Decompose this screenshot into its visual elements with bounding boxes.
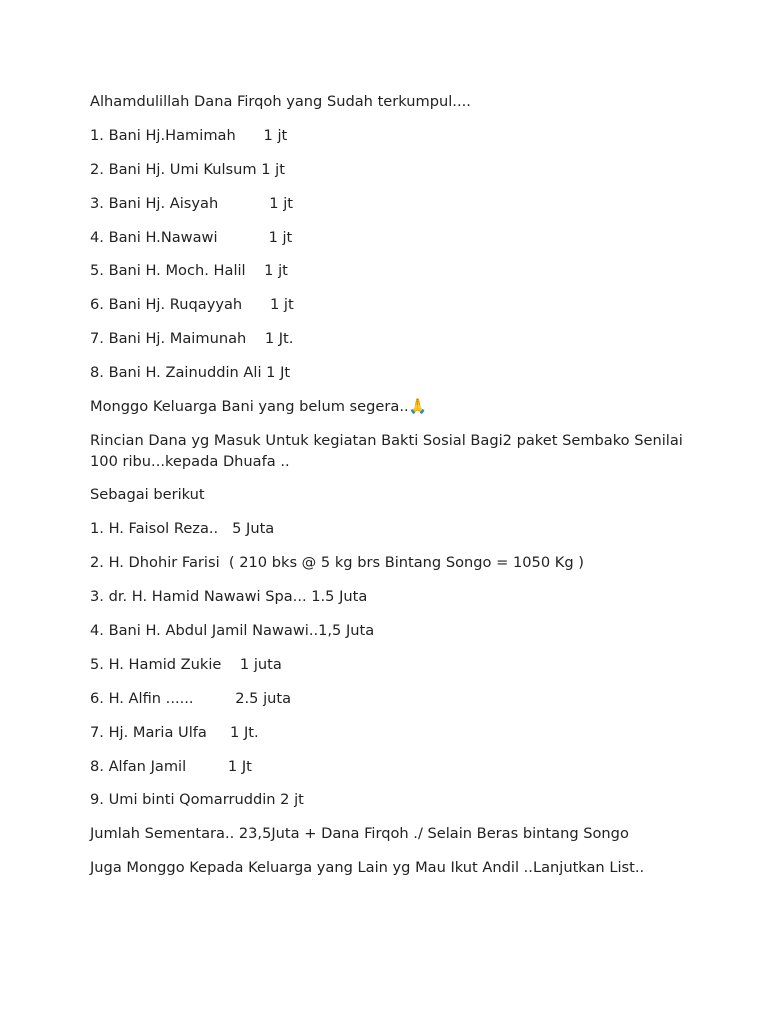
closing-text: Juga Monggo Kepada Keluarga yang Lain yg Mau Ikut Andil ..Lanjutkan List.. xyxy=(90,859,645,877)
document-heading: Alhamdulillah Dana Firqoh yang Sudah terkumpul.... xyxy=(90,93,471,110)
jumlah-text: Jumlah Sementara.. 23,5Juta + Dana Firqoh ./ Selain Beras bintang Songo xyxy=(90,825,629,843)
sebagai-text: Sebagai berikut xyxy=(90,486,205,504)
firqoh-item-4: 4. Bani H.Nawawi 1 jt xyxy=(90,228,293,246)
donor-item-3: 3. dr. H. Hamid Nawawi Spa... 1.5 Juta xyxy=(90,588,368,606)
firqoh-item-6: 6. Bani Hj. Ruqayyah 1 jt xyxy=(90,296,294,314)
firqoh-item-7: 7. Bani Hj. Maimunah 1 Jt. xyxy=(90,330,294,348)
donor-item-8: 8. Alfan Jamil 1 Jt xyxy=(90,757,252,775)
donor-item-4: 4. Bani H. Abdul Jamil Nawawi..1,5 Juta xyxy=(90,621,375,639)
rincian-text: Rincian Dana yg Masuk Untuk kegiatan Bakti Sosial Bagi2 paket Sembako Senilai 100 ribu...kepada Dhuafa .. xyxy=(90,431,683,470)
firqoh-item-1: 1. Bani Hj.Hamimah 1 jt xyxy=(90,126,288,144)
firqoh-item-5: 5. Bani H. Moch. Halil 1 jt xyxy=(90,262,288,280)
donor-item-2: 2. H. Dhohir Farisi ( 210 bks @ 5 kg brs Bintang Songo = 1050 Kg ) xyxy=(90,554,584,572)
donor-item-7: 7. Hj. Maria Ulfa 1 Jt. xyxy=(90,723,259,741)
donor-item-9: 9. Umi binti Qomarruddin 2 jt xyxy=(90,791,304,809)
donor-item-5: 5. H. Hamid Zukie 1 juta xyxy=(90,655,282,673)
firqoh-item-8: 8. Bani H. Zainuddin Ali 1 Jt xyxy=(90,364,291,382)
donor-item-1: 1. H. Faisol Reza.. 5 Juta xyxy=(90,520,275,538)
firqoh-item-3: 3. Bani Hj. Aisyah 1 jt xyxy=(90,194,293,212)
firqoh-item-2: 2. Bani Hj. Umi Kulsum 1 jt xyxy=(90,160,285,178)
appeal-text: Monggo Keluarga Bani yang belum segera..🙏 xyxy=(90,398,427,416)
donor-item-6: 6. H. Alfin ...... 2.5 juta xyxy=(90,689,292,707)
document-body xyxy=(90,92,690,892)
